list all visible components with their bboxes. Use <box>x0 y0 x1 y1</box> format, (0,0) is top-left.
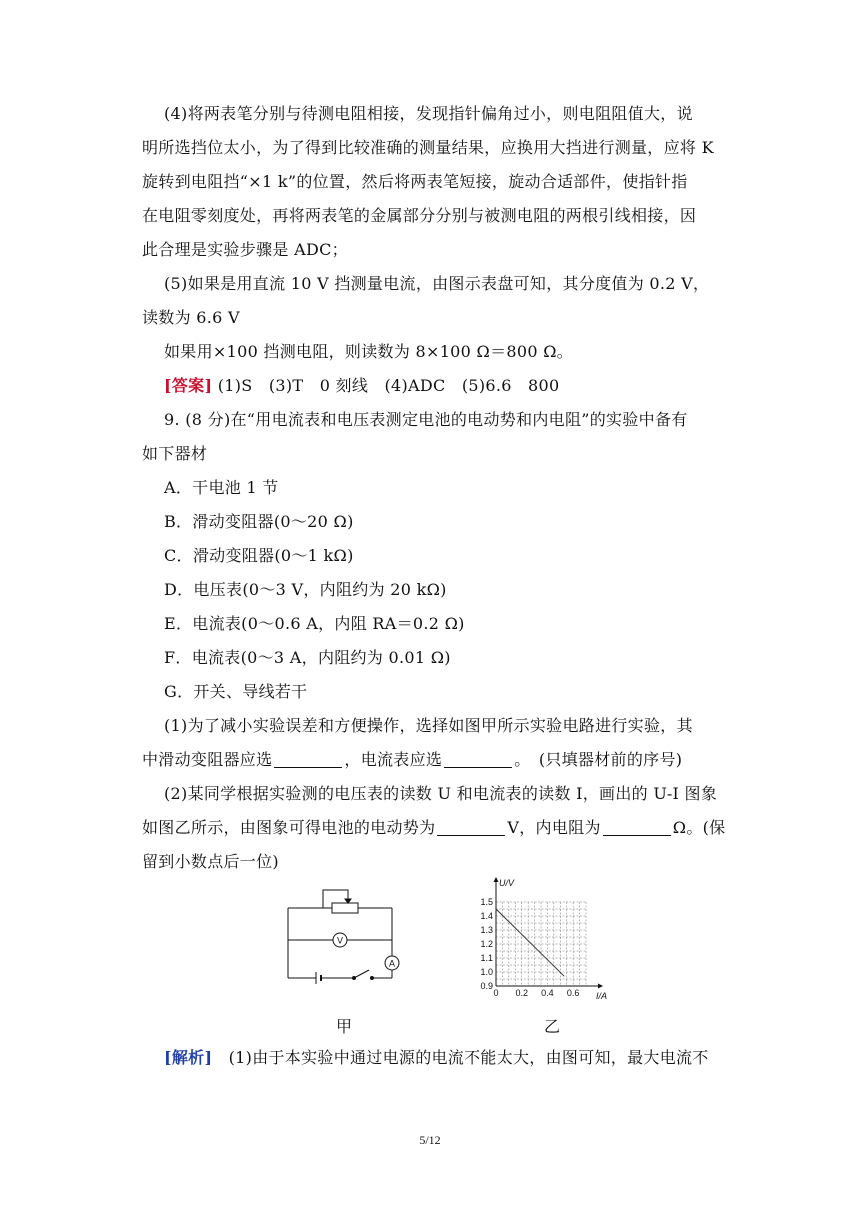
equipment-item: B．滑动变阻器(0～20 Ω) <box>164 512 354 531</box>
part-1-text <box>142 749 742 771</box>
slider-arrow <box>345 899 351 903</box>
part-2-text: (2)某同学根据实验测的电压表的读数 U 和电流表的读数 I，画出的 U-I 图象 <box>164 784 718 803</box>
x-tick-label: 0.6 <box>566 988 580 998</box>
question-9-intro: 如下器材 <box>142 444 208 463</box>
part-2-text <box>142 817 742 839</box>
answer-blank[interactable] <box>603 819 671 836</box>
x-axis-label: I/A <box>596 991 608 1001</box>
part-2-segment: 如图乙所示，由图象可得电池的电动势为 <box>142 818 436 837</box>
equipment-item: A．干电池 1 节 <box>164 478 279 497</box>
y-axis-arrow <box>494 877 499 882</box>
equipment-item: D．电压表(0～3 V，内阻约为 20 kΩ) <box>164 580 447 599</box>
text-line: 旋转到电阻挡“×1 k”的位置，然后将两表笔短接，旋动合适部件，使指针指 <box>142 172 688 191</box>
part-1-text: (1)为了减小实验误差和方便操作，选择如图甲所示实验电路进行实验，其 <box>164 716 693 735</box>
analysis-line <box>164 1047 764 1069</box>
y-tick-label: 0.9 <box>480 981 493 991</box>
y-tick-label: 1.2 <box>480 939 493 949</box>
equipment-item: G．开关、导线若干 <box>164 682 308 701</box>
part-1-segment: 中滑动变阻器应选 <box>142 750 273 769</box>
rheostat-slider <box>323 890 348 908</box>
equipment-item: F．电流表(0～3 A，内阻约为 0.01 Ω) <box>164 648 451 667</box>
text-line: 在电阻零刻度处，再将两表笔的金属部分分别与被测电阻的两根引线相接，因 <box>142 206 697 225</box>
u-i-graph <box>466 874 626 1004</box>
part-1-segment: 。 (只填器材前的序号) <box>514 750 683 769</box>
analysis-text: (1)由于本实验中通过电源的电流不能太大，由图可知，最大电流不 <box>212 1048 709 1067</box>
rheostat <box>332 903 358 913</box>
answer-blank[interactable] <box>444 751 512 768</box>
part-2-segment: V，内电阻为 <box>507 818 601 837</box>
question-9-intro: 9. (8 分)在“用电流表和电压表测定电池的电动势和内电阻”的实验中备有 <box>164 410 688 429</box>
analysis-tag: [解析] <box>164 1048 213 1067</box>
page-number: 5/12 <box>419 1133 441 1147</box>
x-tick-label: 0 <box>493 988 499 998</box>
answer-tag: [答案] <box>164 376 213 395</box>
y-axis-label: U/V <box>499 878 515 888</box>
data-line <box>496 909 564 976</box>
x-axis-arrow <box>598 984 603 989</box>
text-line: 明所选挡位太小，为了得到比较准确的测量结果，应换用大挡进行测量，应将 K <box>142 138 714 157</box>
circuit-caption: 甲 <box>336 1017 353 1036</box>
x-tick-label: 0.4 <box>541 988 554 998</box>
part-2-text: 留到小数点后一位) <box>142 852 279 871</box>
y-tick-label: 1.4 <box>480 911 493 921</box>
switch-lever <box>354 970 369 978</box>
y-tick-label: 1.0 <box>480 967 493 977</box>
y-tick-label: 1.1 <box>480 953 493 963</box>
y-tick-label: 1.5 <box>480 897 493 907</box>
circuit-diagram <box>280 884 405 994</box>
answer-line <box>164 375 764 397</box>
ammeter-label: A <box>388 958 396 969</box>
text-line: (4)将两表笔分别与待测电阻相接，发现指针偏角过小，则电阻阻值大，说 <box>164 104 693 123</box>
answer-blank[interactable] <box>274 751 342 768</box>
voltmeter-label: V <box>336 935 344 946</box>
text-line: 读数为 6.6 V <box>142 308 240 327</box>
text-line: 如果用×100 挡测电阻，则读数为 8×100 Ω＝800 Ω。 <box>164 342 574 361</box>
graph-caption: 乙 <box>544 1017 561 1036</box>
equipment-item: C．滑动变阻器(0～1 kΩ) <box>164 546 354 565</box>
answer-blank[interactable] <box>437 819 505 836</box>
x-tick-label: 0.2 <box>515 988 528 998</box>
part-1-segment: ，电流表应选 <box>344 750 443 769</box>
answer-text: (1)S (3)T 0 刻线 (4)ADC (5)6.6 800 <box>217 376 560 395</box>
text-line: 此合理是实验步骤是 ADC； <box>142 240 348 259</box>
equipment-item: E．电流表(0～0.6 A，内阻 RA＝0.2 Ω) <box>164 614 465 633</box>
y-tick-label: 1.3 <box>480 925 493 935</box>
part-2-segment: Ω。(保 <box>672 818 726 837</box>
text-line: (5)如果是用直流 10 V 挡测量电流，由图示表盘可知，其分度值为 0.2 V， <box>164 274 710 293</box>
